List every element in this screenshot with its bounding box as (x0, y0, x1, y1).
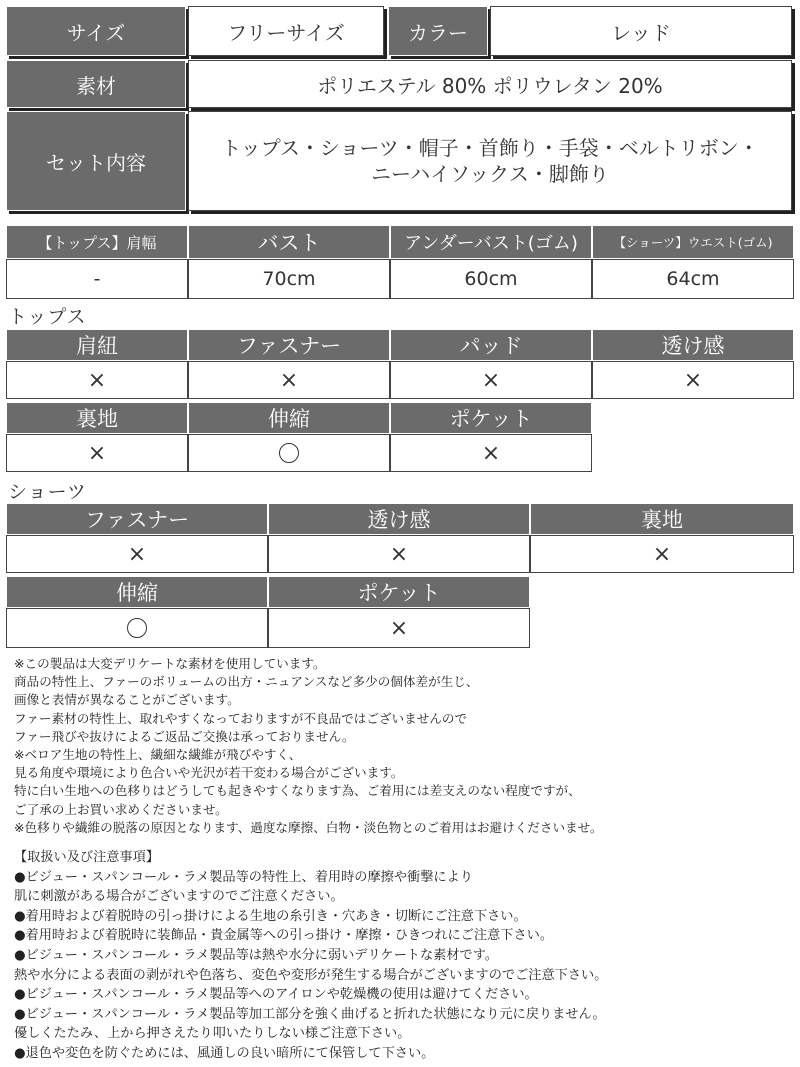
tops-mark-strap (6, 361, 188, 399)
shorts-section-title: ショーツ (8, 481, 87, 503)
tops-mark-pocket (390, 434, 592, 472)
care-line: ●ビジュー・スパンコール・ラメ製品等加工部分を強く曲げると折れた状態になり元に戻りません。 (14, 1006, 606, 1022)
set-value-line1: トップス・ショーツ・帽子・首飾り・手袋・ベルトリボン・ (221, 136, 759, 160)
shorts-header-pocket (268, 576, 530, 608)
size-label-cell (6, 6, 186, 56)
note-line: ご了承の上お買い求めくださいませ。 (14, 801, 228, 817)
cross-mark-icon: × (389, 541, 409, 567)
note-line: ファー飛びや抜けによるご返品ご交換は承っておりません。 (14, 728, 355, 744)
size-value-shoulder-text: - (93, 268, 101, 290)
care-line: ●着用時および着脱時に装飾品・貴金属等への引っ掛け・摩擦・ひきつれにご注意下さい。 (14, 928, 554, 944)
care-line: 優しくたたみ、上から押さえたり叩いたりしない様ご注意下さい。 (14, 1026, 411, 1042)
tops-mark-stretch (188, 434, 390, 472)
cross-mark-icon: × (279, 367, 299, 393)
material-label: 素材 (76, 73, 116, 98)
color-value: レッド (611, 20, 671, 45)
tops-header-sheer (592, 329, 794, 361)
tops-mark-sheer (592, 361, 794, 399)
material-label-cell (6, 60, 186, 108)
shorts-header-sheer-text: 透け感 (367, 508, 431, 532)
material-value: ポリエステル 80% ポリウレタン 20% (317, 73, 663, 98)
size-header-shoulder (6, 225, 188, 259)
care-line: ●ビジュー・スパンコール・ラメ製品等の特性上、着用時の摩擦や衝撃により (14, 869, 473, 885)
care-instructions (14, 848, 794, 1064)
cross-mark-icon: × (683, 367, 703, 393)
shorts-mark-zipper (6, 535, 268, 573)
note-line: ※ベロア生地の特性上、繊細な繊維が飛びやすく、 (14, 747, 302, 763)
cross-mark-icon: × (87, 367, 107, 393)
size-header-waist (592, 225, 794, 259)
size-value-waist (592, 259, 794, 299)
tops-section-title: トップス (8, 306, 87, 328)
note-line: 商品の特性上、ファーのボリュームの出方・ニュアンスなど多少の個体差が生じ、 (14, 674, 479, 690)
tops-header-lining-text: 裏地 (76, 407, 118, 431)
size-header-underbust (390, 225, 592, 259)
size-label: サイズ (66, 20, 126, 45)
tops-header-pad (390, 329, 592, 361)
size-header-underbust-text: アンダーバスト(ゴム) (404, 233, 578, 254)
size-value-bust (188, 259, 390, 299)
tops-header-stretch (188, 402, 390, 434)
shorts-header-lining-text: 裏地 (641, 508, 683, 532)
size-header-bust (188, 225, 390, 259)
note-line: 特に白い生地への色移りはどうしても起きやすくなります為、ご着用には差支えのない程度ですが、 (14, 783, 581, 799)
shorts-mark-stretch (6, 608, 268, 648)
set-value-cell (188, 111, 792, 211)
size-header-waist-text: 【ショーツ】ウエスト(ゴム) (613, 235, 773, 250)
cross-mark-icon: × (87, 440, 107, 466)
care-line: ●退色や変色を防ぐためには、風通しの良い暗所にて保管して下さい。 (14, 1045, 435, 1061)
size-header-shoulder-text: 【トップス】肩幅 (37, 233, 157, 252)
tops-mark-zipper (188, 361, 390, 399)
size-value-shoulder (6, 259, 188, 299)
color-label-cell (388, 6, 488, 56)
shorts-header-pocket-text: ポケット (357, 581, 441, 605)
set-label: セット内容 (46, 150, 146, 175)
tops-header-strap (6, 329, 188, 361)
tops-mark-lining (6, 434, 188, 472)
care-line: 肌に刺激がある場合がございますのでご注意ください。 (14, 889, 344, 905)
care-line: 【取扱い及び注意事項】 (14, 850, 160, 865)
shorts-header-sheer (268, 503, 530, 535)
cross-mark-icon: × (127, 541, 147, 567)
shorts-header-lining (530, 503, 794, 535)
tops-header-pad-text: パッド (459, 334, 523, 358)
set-label-cell (6, 111, 186, 211)
tops-header-strap-text: 肩紐 (76, 334, 118, 358)
note-line: ※この製品は大変デリケートな素材を使用しています。 (14, 656, 326, 671)
color-value-cell (490, 6, 792, 56)
size-value-underbust-text: 60cm (464, 268, 518, 290)
note-line: ファー素材の特性上、取れやすくなっておりますが不良品ではございませんので (14, 710, 468, 726)
size-value-underbust (390, 259, 592, 299)
tops-header-sheer-text: 透け感 (661, 334, 725, 358)
tops-mark-pad (390, 361, 592, 399)
tops-header-zipper (188, 329, 390, 361)
cross-mark-icon: × (389, 615, 409, 641)
care-line: ●着用時および着脱時の引っ掛けによる生地の糸引き・穴あき・切断にご注意下さい。 (14, 908, 527, 924)
care-line: ●ビジュー・スパンコール・ラメ製品等へのアイロンや乾燥機の使用は避けてください。 (14, 987, 538, 1003)
size-value-cell (188, 6, 384, 56)
tops-header-pocket-text: ポケット (449, 407, 533, 431)
shorts-header-zipper (6, 503, 268, 535)
shorts-header-zipper-text: ファスナー (84, 508, 190, 532)
note-line: 見る角度や環境により色合いや光沢が若干変わる場合がございます。 (14, 765, 404, 781)
note-line: ※色移りや繊維の脱落の原因となります、過度な摩擦、白物・淡色物とのご着用はお避けくださいませ。 (14, 819, 603, 835)
size-value-waist-text: 64cm (666, 268, 720, 290)
cross-mark-icon: × (481, 367, 501, 393)
shorts-header-stretch (6, 576, 268, 608)
shorts-header-stretch-text: 伸縮 (116, 581, 158, 605)
care-line: ●ビジュー・スパンコール・ラメ製品等は熱や水分に弱いデリケートな素材です。 (14, 947, 499, 963)
cross-mark-icon: × (652, 541, 672, 567)
tops-header-zipper-text: ファスナー (236, 334, 342, 358)
cross-mark-icon: × (481, 440, 501, 466)
shorts-mark-lining (530, 535, 794, 573)
color-label: カラー (408, 20, 468, 45)
product-notes (14, 655, 794, 837)
shorts-mark-pocket (268, 608, 530, 648)
tops-header-lining (6, 402, 188, 434)
tops-header-stretch-text: 伸縮 (268, 407, 310, 431)
shorts-mark-sheer (268, 535, 530, 573)
circle-mark-icon (127, 618, 147, 638)
care-line: 熱や水分による表面の剥がれや色落ち、変色や変形が発生する場合がございますのでご注意下さい。 (14, 967, 608, 983)
size-header-bust-text: バスト (257, 231, 321, 255)
set-value-line2: ニーハイソックス・脚飾り (371, 162, 609, 186)
note-line: 画像と表情が異なることがございます。 (14, 692, 240, 708)
circle-mark-icon (279, 443, 299, 463)
material-value-cell (188, 60, 792, 108)
size-value: フリーサイズ (227, 20, 345, 45)
tops-header-pocket (390, 402, 592, 434)
size-value-bust-text: 70cm (262, 268, 316, 290)
